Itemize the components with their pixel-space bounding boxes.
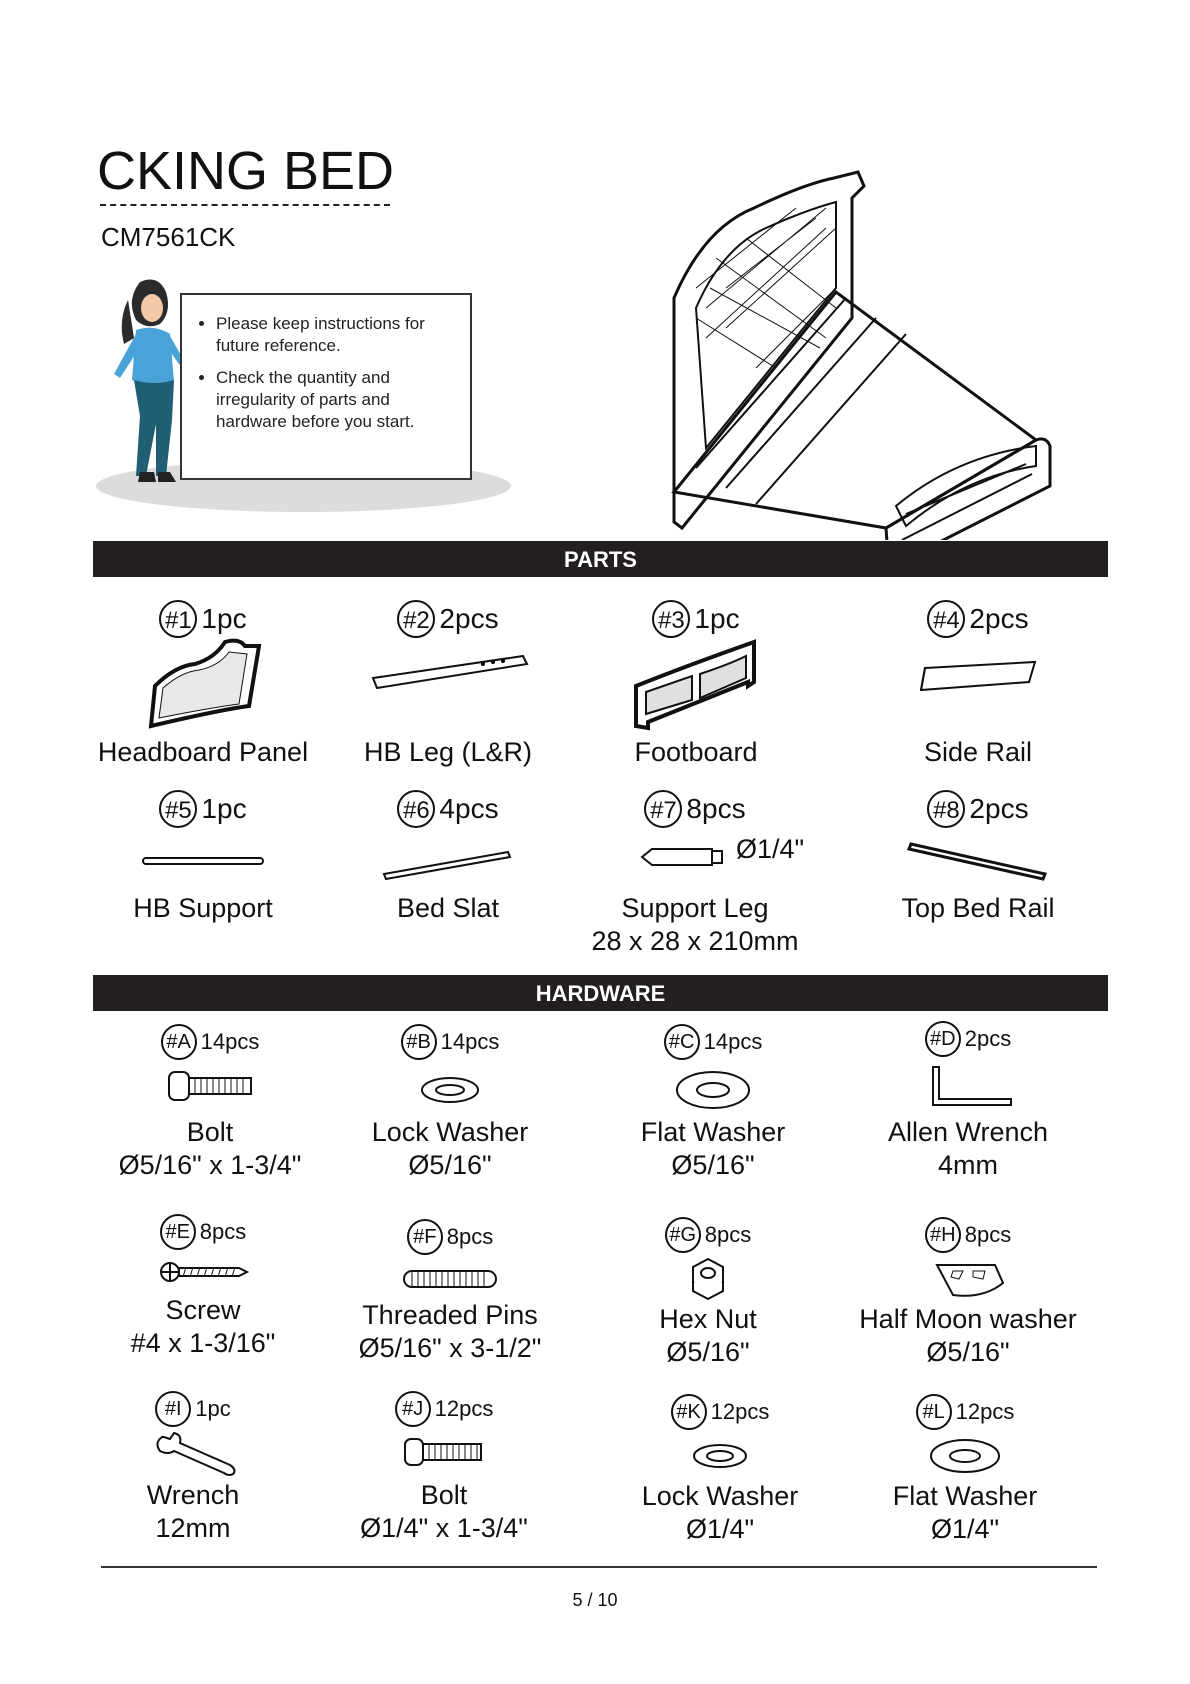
page-number: 5 / 10 <box>572 1590 618 1610</box>
part-quantity: 2pcs <box>969 793 1029 824</box>
footer-divider <box>101 1566 1097 1568</box>
part-quantity: 2pcs <box>969 603 1029 634</box>
hardware-quantity: 8pcs <box>704 1222 752 1247</box>
part-5 <box>93 790 313 925</box>
headboard-icon <box>143 638 263 736</box>
half-moon-washer-icon <box>913 1253 1023 1303</box>
support-leg-icon <box>636 842 726 872</box>
hardware-spec: 12mm <box>155 1513 231 1543</box>
hardware-spec: #4 x 1-3/16" <box>130 1328 276 1358</box>
hardware-E <box>93 1214 313 1360</box>
part-number-badge: #1 <box>159 600 197 638</box>
hardware-K <box>610 1394 830 1546</box>
hardware-quantity: 14pcs <box>703 1029 763 1054</box>
assembled-bed-icon <box>666 168 1056 540</box>
hardware-spec: Ø5/16" <box>666 1337 750 1367</box>
hardware-name: Lock Washer <box>641 1481 799 1511</box>
support-leg-diameter: Ø1/4" <box>736 834 805 864</box>
part-4 <box>868 600 1088 769</box>
part-name: Side Rail <box>923 737 1033 767</box>
hardware-quantity: 14pcs <box>440 1029 500 1054</box>
woman-figure-icon <box>100 272 190 490</box>
hardware-letter-badge: #C <box>664 1024 700 1060</box>
hardware-name: Bolt <box>186 1117 234 1147</box>
hardware-name: Allen Wrench <box>887 1117 1049 1147</box>
hardware-letter-badge: #L <box>916 1394 952 1430</box>
hardware-C <box>603 1024 823 1182</box>
lock-washer-icon <box>395 1060 505 1116</box>
hardware-letter-badge: #E <box>160 1214 196 1250</box>
part-quantity: 8pcs <box>686 793 746 824</box>
flat-washer-icon <box>658 1060 768 1116</box>
hardware-quantity: 8pcs <box>199 1219 247 1244</box>
note-item: • Check the quantity and irregularity of parts and hardware before you start. <box>216 367 454 433</box>
part-quantity: 2pcs <box>439 603 499 634</box>
hardware-H <box>858 1217 1078 1369</box>
footboard-icon <box>626 638 766 736</box>
hardware-letter-badge: #F <box>407 1219 443 1255</box>
hardware-name: Half Moon washer <box>859 1304 1077 1334</box>
part-name: Footboard <box>634 737 758 767</box>
threaded-pin-icon <box>390 1255 510 1299</box>
hardware-quantity: 1pc <box>195 1396 231 1421</box>
hardware-spec: Ø5/16" x 3-1/2" <box>358 1333 542 1363</box>
hardware-J <box>334 1391 554 1545</box>
instruction-note-box <box>180 293 472 480</box>
hardware-name: Bolt <box>420 1480 468 1510</box>
screw-icon <box>148 1250 258 1294</box>
hex-nut-icon <box>653 1253 763 1303</box>
hardware-letter-badge: #G <box>665 1217 701 1253</box>
part-number-badge: #7 <box>644 790 682 828</box>
hardware-spec: 4mm <box>938 1150 998 1180</box>
hardware-spec: Ø5/16" <box>671 1150 755 1180</box>
hardware-name: Flat Washer <box>892 1481 1038 1511</box>
hardware-name: Flat Washer <box>640 1117 786 1147</box>
hardware-name: Wrench <box>146 1480 240 1510</box>
part-8 <box>868 790 1088 925</box>
part-number-badge: #6 <box>397 790 435 828</box>
hardware-A <box>100 1024 320 1182</box>
hardware-heading: HARDWARE <box>93 975 1108 1011</box>
model-number: CM7561CK <box>101 222 236 252</box>
part-number-badge: #3 <box>652 600 690 638</box>
part-7 <box>560 790 830 958</box>
hardware-F <box>340 1219 560 1365</box>
hardware-letter-badge: #J <box>395 1391 431 1427</box>
part-quantity: 1pc <box>201 793 247 824</box>
hardware-spec: Ø5/16" <box>926 1337 1010 1367</box>
hardware-letter-badge: #H <box>925 1217 961 1253</box>
part-quantity: 1pc <box>201 603 247 634</box>
hb-leg-icon <box>363 638 533 736</box>
hardware-name: Lock Washer <box>371 1117 529 1147</box>
hardware-quantity: 2pcs <box>964 1026 1012 1051</box>
wrench-icon <box>138 1427 248 1479</box>
hardware-letter-badge: #A <box>161 1024 197 1060</box>
part-number-badge: #5 <box>159 790 197 828</box>
side-rail-icon <box>913 638 1043 736</box>
bolt-icon <box>155 1060 265 1116</box>
part-name: Top Bed Rail <box>901 893 1055 923</box>
part-2 <box>338 600 558 769</box>
hardware-B <box>340 1024 560 1182</box>
part-quantity: 4pcs <box>439 793 499 824</box>
hardware-spec: Ø1/4" <box>685 1514 755 1544</box>
part-number-badge: #4 <box>927 600 965 638</box>
top-bed-rail-icon <box>903 828 1053 892</box>
part-name: Bed Slat <box>396 893 500 923</box>
hardware-letter-badge: #D <box>925 1021 961 1057</box>
lock-washer-small-icon <box>665 1430 775 1480</box>
part-6 <box>338 790 558 925</box>
hardware-quantity: 14pcs <box>200 1029 260 1054</box>
hardware-quantity: 12pcs <box>434 1396 494 1421</box>
part-quantity: 1pc <box>694 603 740 634</box>
hardware-spec: Ø1/4" x 1-3/4" <box>360 1513 528 1543</box>
hardware-spec: Ø5/16" x 1-3/4" <box>118 1150 302 1180</box>
hardware-L <box>855 1394 1075 1546</box>
hardware-quantity: 8pcs <box>446 1224 494 1249</box>
hardware-letter-badge: #B <box>401 1024 437 1060</box>
hardware-spec: Ø5/16" <box>408 1150 492 1180</box>
part-name: HB Leg (L&R) <box>363 737 533 767</box>
hardware-quantity: 12pcs <box>710 1399 770 1424</box>
page-title: CKING BED <box>97 141 395 201</box>
bed-slat-icon <box>378 828 518 892</box>
flat-washer-small-icon <box>910 1430 1020 1480</box>
part-name: HB Support <box>133 893 273 923</box>
hardware-spec: Ø1/4" <box>930 1514 1000 1544</box>
hardware-letter-badge: #I <box>155 1391 191 1427</box>
hardware-name: Screw <box>165 1295 241 1325</box>
hardware-quantity: 12pcs <box>955 1399 1015 1424</box>
hardware-quantity: 8pcs <box>964 1222 1012 1247</box>
part-3 <box>586 600 806 769</box>
part-number-badge: #8 <box>927 790 965 828</box>
part-name: Support Leg <box>621 893 769 923</box>
hb-support-icon <box>133 828 273 892</box>
hardware-D <box>858 1021 1078 1182</box>
note-item: • Please keep instructions for future reference. <box>216 313 454 357</box>
hardware-name: Threaded Pins <box>362 1300 538 1330</box>
allen-wrench-icon <box>913 1057 1023 1116</box>
part-1 <box>93 600 313 769</box>
part-name: Headboard Panel <box>97 737 309 767</box>
title-underline <box>100 204 390 206</box>
hardware-name: Hex Nut <box>659 1304 757 1334</box>
part-spec: 28 x 28 x 210mm <box>591 926 799 956</box>
parts-heading: PARTS <box>93 541 1108 577</box>
part-number-badge: #2 <box>397 600 435 638</box>
bolt-small-icon <box>389 1427 499 1479</box>
hardware-letter-badge: #K <box>671 1394 707 1430</box>
hardware-I <box>83 1391 303 1545</box>
hardware-G <box>598 1217 818 1369</box>
